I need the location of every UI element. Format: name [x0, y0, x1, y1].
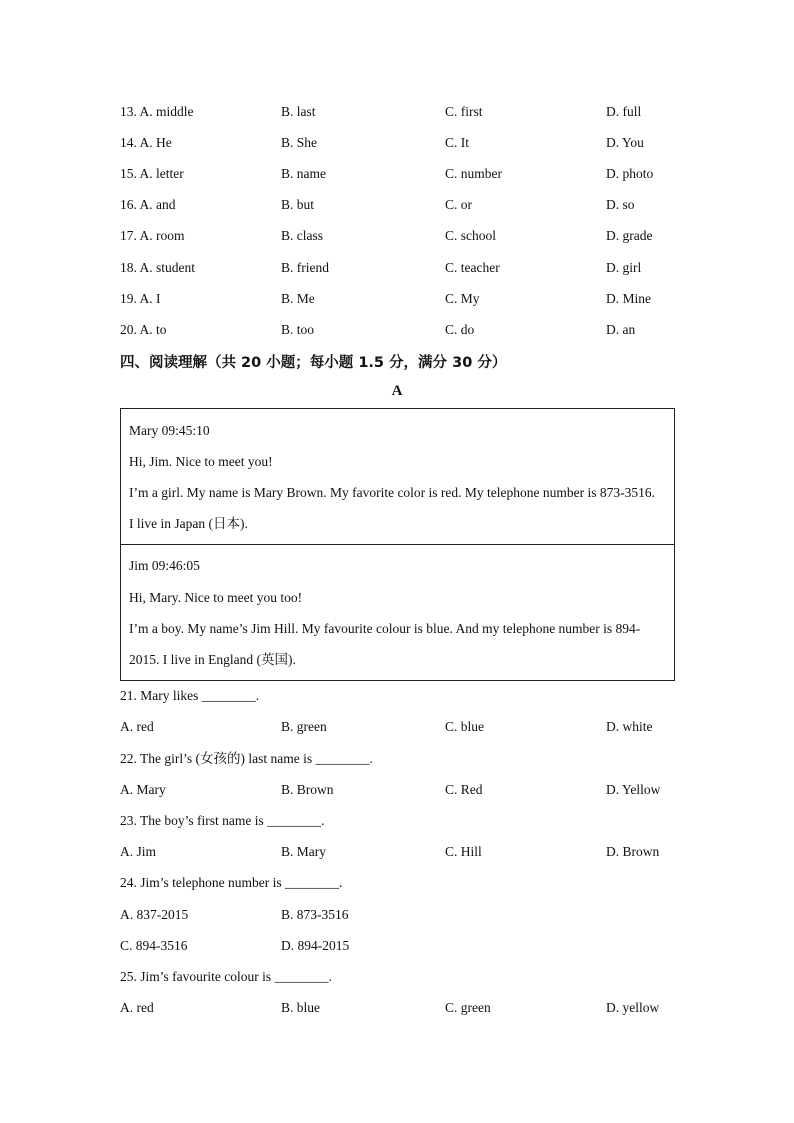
option-b: B. Mary — [281, 844, 326, 859]
answer-row-22 — [0, 780, 794, 800]
option-c: C. first — [445, 104, 483, 119]
option-d: D. full — [606, 104, 642, 119]
answer-row-24a — [0, 905, 794, 925]
option-d: D. 894-2015 — [281, 938, 350, 953]
option-a: 14. A. He — [120, 135, 172, 150]
option-a: 18. A. student — [120, 260, 196, 275]
option-b: B. green — [281, 719, 327, 734]
option-d: D. Yellow — [606, 782, 661, 797]
question-stem-21: 21. Mary likes ________. — [120, 688, 260, 703]
cloze-row-14 — [0, 133, 794, 153]
question-stem-23: 23. The boy’s first name is ________. — [120, 813, 325, 828]
option-a: 17. A. room — [120, 228, 185, 243]
message-box-jim — [120, 544, 675, 681]
option-d: D. girl — [606, 260, 642, 275]
message-line: 2015. I live in England (英国). — [129, 652, 296, 667]
message-box-mary — [120, 408, 675, 545]
message-header: Mary 09:45:10 — [129, 423, 210, 438]
answer-row-24b — [0, 936, 794, 956]
message-line: I’m a boy. My name’s Jim Hill. My favourite colour is blue. And my telephone number is 894- — [129, 621, 641, 636]
question-stem-25: 25. Jim’s favourite colour is ________. — [120, 969, 332, 984]
option-c: C. blue — [445, 719, 484, 734]
question-stem-22: 22. The girl’s (女孩的) last name is ________. — [120, 751, 373, 766]
option-b: B. name — [281, 166, 326, 181]
option-a: A. Mary — [120, 782, 166, 797]
option-a: 15. A. letter — [120, 166, 184, 181]
option-b: B. class — [281, 228, 323, 243]
option-d: D. You — [606, 135, 644, 150]
cloze-row-19 — [0, 289, 794, 309]
option-b: B. 873-3516 — [281, 907, 349, 922]
option-b: B. last — [281, 104, 316, 119]
section-heading: 四、阅读理解（共 20 小题；每小题 1.5 分，满分 30 分） — [120, 355, 507, 371]
option-d: D. so — [606, 197, 635, 212]
cloze-row-15 — [0, 164, 794, 184]
answer-row-25 — [0, 998, 794, 1018]
option-d: D. yellow — [606, 1000, 660, 1015]
option-d: D. grade — [606, 228, 653, 243]
option-d: D. white — [606, 719, 653, 734]
option-b: B. too — [281, 322, 315, 337]
option-a: A. red — [120, 1000, 154, 1015]
option-b: B. Brown — [281, 782, 334, 797]
option-c: C. do — [445, 322, 475, 337]
cloze-row-20 — [0, 320, 794, 340]
option-b: B. Me — [281, 291, 315, 306]
option-a: 13. A. middle — [120, 104, 194, 119]
option-d: D. Brown — [606, 844, 660, 859]
option-a: A. Jim — [120, 844, 157, 859]
option-d: D. Mine — [606, 291, 651, 306]
option-c: C. Red — [445, 782, 483, 797]
option-c: C. 894-3516 — [120, 938, 188, 953]
option-c: C. teacher — [445, 260, 500, 275]
cloze-row-18 — [0, 258, 794, 278]
cloze-row-16 — [0, 195, 794, 215]
option-c: C. green — [445, 1000, 491, 1015]
option-b: B. blue — [281, 1000, 320, 1015]
question-stem-24: 24. Jim’s telephone number is ________. — [120, 875, 343, 890]
message-line: I live in Japan (日本). — [129, 516, 248, 531]
option-c: C. or — [445, 197, 472, 212]
option-d: D. photo — [606, 166, 654, 181]
option-c: C. school — [445, 228, 497, 243]
option-d: D. an — [606, 322, 636, 337]
option-a: 16. A. and — [120, 197, 176, 212]
option-c: C. Hill — [445, 844, 482, 859]
cloze-row-17 — [0, 226, 794, 246]
option-a: A. 837-2015 — [120, 907, 189, 922]
option-c: C. My — [445, 291, 480, 306]
option-a: A. red — [120, 719, 154, 734]
option-c: C. It — [445, 135, 470, 150]
message-line: Hi, Jim. Nice to meet you! — [129, 454, 273, 469]
option-b: B. She — [281, 135, 318, 150]
answer-row-23 — [0, 842, 794, 862]
answer-row-21 — [0, 717, 794, 737]
message-line: I’m a girl. My name is Mary Brown. My favorite color is red. My telephone number is 873-3516. — [129, 485, 656, 500]
option-b: B. friend — [281, 260, 329, 275]
option-c: C. number — [445, 166, 502, 181]
option-a: 20. A. to — [120, 322, 167, 337]
message-header: Jim 09:46:05 — [129, 558, 200, 573]
cloze-row-13 — [0, 102, 794, 122]
option-b: B. but — [281, 197, 315, 212]
passage-label: A — [391, 383, 403, 399]
message-line: Hi, Mary. Nice to meet you too! — [129, 590, 303, 605]
option-a: 19. A. I — [120, 291, 161, 306]
